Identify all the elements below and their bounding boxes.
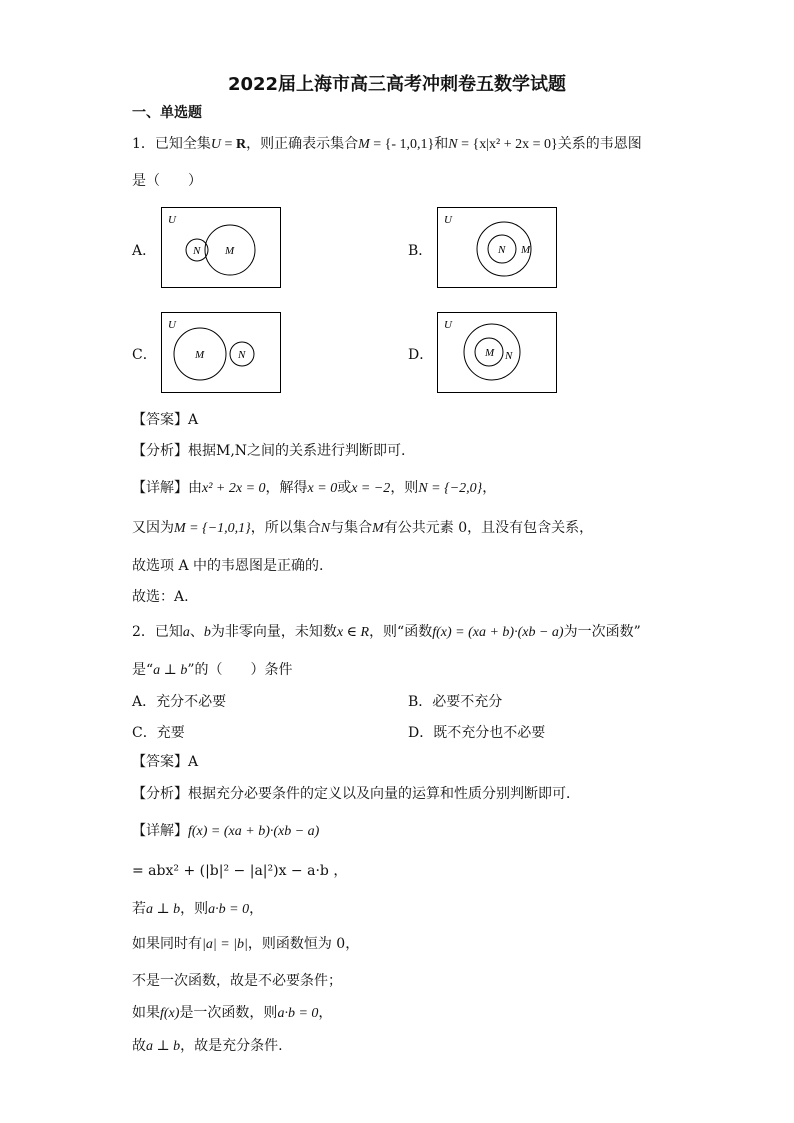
q1-text: ，则正确表示集合 — [246, 136, 359, 152]
q1-text: 关系的韦恩图 — [557, 136, 642, 152]
q1-detail-line4: 故选：A. — [132, 589, 189, 605]
detail-tag: 【详解】 — [132, 823, 188, 839]
detail-text: ， — [318, 1005, 333, 1021]
q1-text: 和 — [434, 136, 449, 152]
venn-c-label-u: U — [168, 319, 176, 331]
detail-text: ，所以集合 — [250, 520, 321, 536]
detail-text: 如果 — [132, 1005, 160, 1021]
detail-text: 或 — [337, 480, 352, 496]
q2-detail-line5: 不是一次函数，故是不必要条件； — [132, 973, 342, 989]
detail-text: ，则 — [180, 901, 209, 917]
q2-stem-line2 — [132, 660, 293, 681]
q2-text: 为一次函数” — [563, 624, 641, 640]
q2-detail-line1 — [132, 821, 319, 842]
q1-option-b-label[interactable]: B． — [408, 243, 433, 259]
venn-d-label-u: U — [444, 319, 452, 331]
detail-text: ，故是充分条件. — [180, 1038, 283, 1054]
detail-math: |a| = |b| — [202, 937, 248, 952]
q2-text: ，则“函数 — [369, 624, 433, 640]
q2-detail-line3 — [132, 899, 263, 920]
detail-text: ， — [482, 480, 497, 496]
venn-diagram-d[interactable] — [437, 312, 557, 393]
detail-text: 与集合 — [330, 520, 373, 536]
detail-math: a ⊥ b — [146, 1039, 181, 1054]
q2-option-a[interactable]: A．充分不必要 — [132, 694, 227, 710]
venn-b-label-m: M — [521, 244, 531, 256]
answer-value: A — [188, 754, 199, 770]
venn-c-label-m: M — [195, 349, 205, 361]
q1-detail-line2 — [132, 518, 593, 539]
detail-text: ， — [249, 901, 264, 917]
q1-option-a-label[interactable]: A． — [132, 243, 157, 259]
q2-option-b[interactable]: B．必要不充分 — [408, 694, 503, 710]
q2-answer — [132, 752, 198, 772]
detail-text: 又因为 — [132, 520, 174, 536]
q2-option-d[interactable]: D．既不充分也不必要 — [408, 725, 546, 741]
q2-text: 为非零向量，未知数 — [210, 624, 337, 640]
detail-tag: 【详解】 — [132, 480, 188, 496]
q2-analysis — [132, 784, 580, 804]
venn-d-label-n: N — [505, 350, 513, 362]
q2-option-c[interactable]: C．充要 — [132, 725, 185, 741]
section-heading: 一、单选题 — [132, 105, 202, 121]
venn-diagram-a[interactable] — [161, 207, 281, 288]
venn-d-label-m: M — [485, 347, 495, 359]
detail-text: ，则函数恒为 0， — [247, 936, 360, 952]
detail-text: 故 — [132, 1038, 146, 1054]
q2-detail-line6 — [132, 1003, 332, 1024]
q1-detail-line3: 故选项 A 中的韦恩图是正确的. — [132, 558, 324, 574]
analysis-tag: 【分析】 — [132, 786, 188, 802]
venn-b-label-u: U — [444, 214, 452, 226]
detail-math: x = −2 — [351, 481, 391, 496]
detail-text: 是一次函数，则 — [179, 1005, 278, 1021]
q1-set-m-def: = {- 1,0,1} — [369, 137, 435, 152]
q2-detail-line2: = abx² + (|b|² − |a|²)x − a·b ， — [132, 863, 348, 879]
detail-text: 若 — [132, 901, 146, 917]
q2-text: 2．已知 — [132, 624, 183, 640]
analysis-text: 根据充分必要条件的定义以及向量的运算和性质分别判断即可． — [188, 786, 580, 802]
q2-detail-line4 — [132, 934, 359, 955]
detail-text: 由 — [188, 480, 202, 496]
q2-math: a ⊥ b — [153, 663, 188, 678]
q2-vector-a: a — [182, 625, 190, 640]
q2-math: x ∈ R — [336, 625, 370, 640]
analysis-text: 根据M,N之间的关系进行判断即可. — [188, 443, 406, 459]
venn-a-label-u: U — [168, 214, 176, 226]
detail-math: f(x) = (xa + b)·(xb − a) — [188, 824, 320, 839]
detail-text: ，解得 — [265, 480, 308, 496]
detail-math: x² + 2x = 0 — [202, 481, 266, 496]
q1-analysis — [132, 441, 406, 461]
q1-option-d-label[interactable]: D． — [408, 347, 434, 363]
q2-math: f(x) = (xa + b)·(xb − a) — [432, 625, 564, 640]
detail-math: f(x) — [160, 1006, 180, 1021]
detail-math: M = {−1,0,1} — [174, 521, 251, 536]
q1-set-n: N — [448, 137, 458, 152]
q2-detail-line7 — [132, 1036, 283, 1057]
detail-text: 如果同时有 — [132, 936, 202, 952]
q1-answer — [132, 410, 198, 430]
venn-diagram-c[interactable] — [161, 312, 281, 393]
venn-a-label-n: N — [193, 245, 201, 257]
detail-text: ，则 — [390, 480, 419, 496]
q1-stem-line2: 是（ ） — [132, 173, 202, 189]
q1-set-u: U — [210, 137, 222, 152]
q1-equals: = — [221, 137, 236, 152]
detail-math: N — [320, 521, 331, 536]
q1-number: 1． — [132, 136, 155, 152]
q1-set-n-def: = {x|x² + 2x = 0} — [457, 137, 558, 152]
q1-detail-line1 — [132, 478, 496, 499]
q1-option-c-label[interactable]: C． — [132, 347, 157, 363]
detail-math: M — [372, 521, 384, 536]
analysis-tag: 【分析】 — [132, 443, 188, 459]
page-title: 2022届上海市高三高考冲刺卷五数学试题 — [227, 74, 567, 95]
answer-value: A — [188, 412, 199, 428]
q1-text: 已知全集 — [154, 136, 211, 152]
venn-diagram-b[interactable] — [437, 207, 557, 288]
detail-math: a·b = 0 — [277, 1006, 319, 1021]
q1-reals: R — [235, 137, 247, 152]
detail-math: x = 0 — [307, 481, 338, 496]
q2-text: 是“ — [132, 662, 154, 678]
q2-text: ”的（ ）条件 — [187, 662, 293, 678]
q2-vector-b: b — [203, 625, 211, 640]
detail-math: a·b = 0 — [208, 902, 250, 917]
q2-text: 、 — [189, 624, 204, 640]
answer-tag: 【答案】 — [132, 754, 188, 770]
q1-set-m: M — [358, 137, 370, 152]
detail-math: N = {−2,0} — [418, 481, 483, 496]
detail-text: 有公共元素 0，且没有包含关系， — [383, 520, 594, 536]
q2-stem-line1 — [132, 622, 641, 643]
venn-c-label-n: N — [238, 349, 246, 361]
detail-math: a ⊥ b — [146, 902, 181, 917]
q1-stem-line1 — [132, 134, 642, 155]
venn-b-label-n: N — [498, 244, 506, 256]
venn-a-label-m: M — [225, 245, 235, 257]
answer-tag: 【答案】 — [132, 412, 188, 428]
